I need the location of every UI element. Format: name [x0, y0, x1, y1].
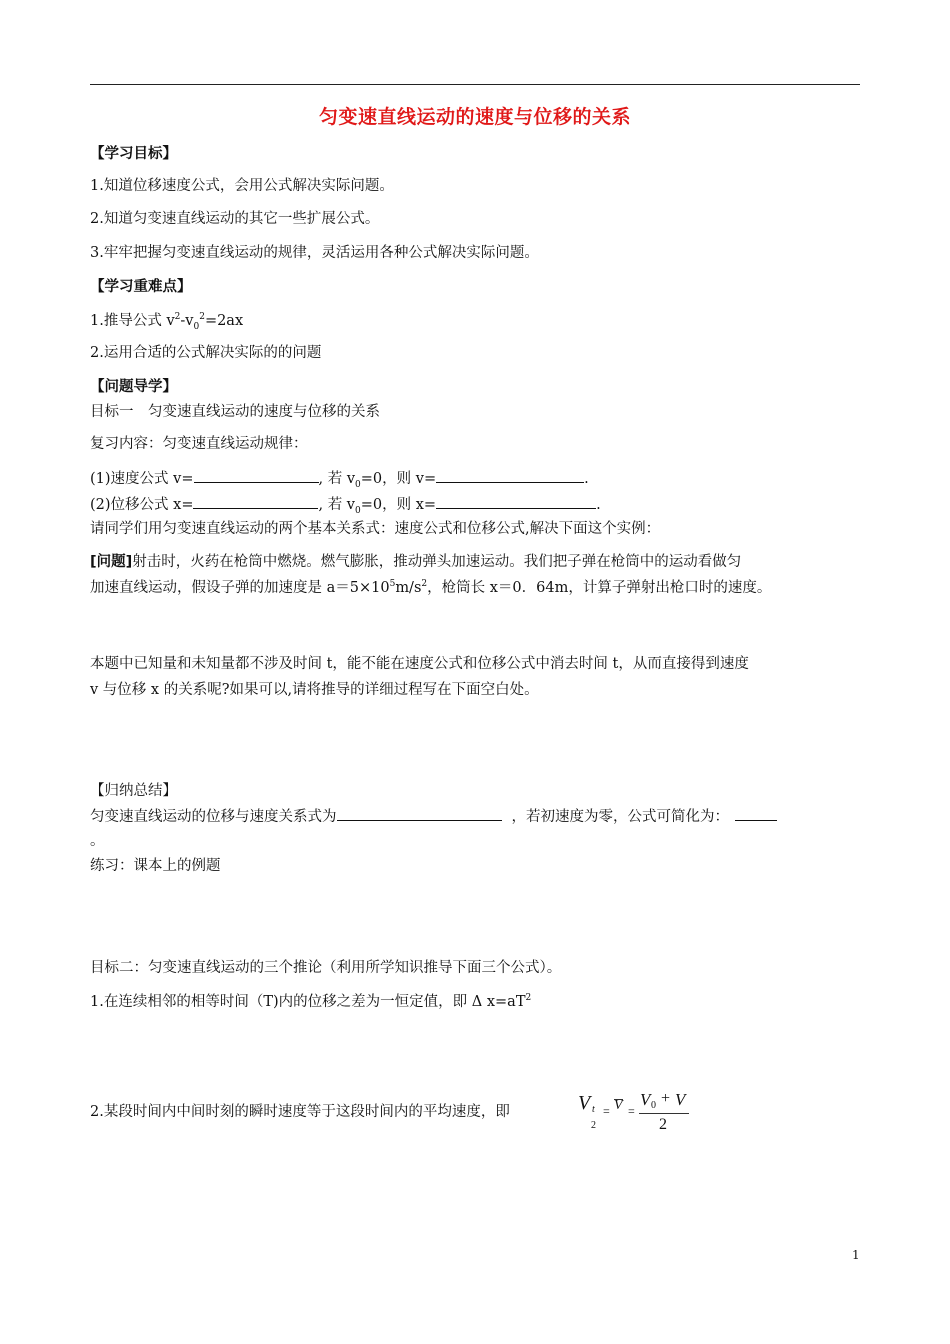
target-one-heading: 目标一 匀变速直线运动的速度与位移的关系: [90, 404, 380, 420]
summary-text: 匀变速直线运动的位移与速度关系式为: [90, 809, 337, 825]
subscript: 0: [355, 505, 361, 516]
superscript: 2: [421, 579, 428, 590]
answer-blank[interactable]: [735, 806, 777, 821]
answer-blank[interactable]: [337, 806, 502, 821]
keypoints-heading: 【学习重难点】: [90, 279, 192, 295]
row-label: (2)位移公式 x=: [90, 497, 194, 513]
inference-text: 1.在连续相邻的相等时间（T)内的位移之差为一恒定值，即 Δ x=aT: [90, 994, 526, 1010]
summary-end: 。: [90, 833, 105, 849]
instruction-text: 请同学们用匀变速直线运动的两个基本关系式：速度公式和位移公式,解决下面这个实例：: [90, 521, 661, 537]
goal-item-2: 2.知道匀变速直线运动的其它一些扩展公式。: [90, 211, 380, 227]
page-number: 1: [852, 1248, 860, 1262]
goals-heading: 【学习目标】: [90, 146, 177, 162]
review-label: 复习内容：匀变速直线运动规律：: [90, 436, 308, 452]
keypoint-item-2: 2.运用合适的公式解决实际的的问题: [90, 345, 322, 361]
problem-line-2: [90, 578, 771, 598]
summary-line: [90, 806, 777, 827]
superscript: 5: [389, 579, 396, 590]
goal-item-1: 1.知道位移速度公式，会用公式解决实际问题。: [90, 178, 394, 194]
displacement-formula-row: [90, 494, 601, 515]
answer-blank[interactable]: [436, 468, 584, 483]
answer-blank[interactable]: [194, 468, 319, 483]
row-text: =0，则 x=: [360, 497, 437, 513]
formula-symbol: V: [578, 1092, 591, 1114]
target-two-heading: 目标二：匀变速直线运动的三个推论（利用所学知识推导下面三个公式）。: [90, 960, 562, 976]
formula-symbol: 2: [591, 1120, 596, 1131]
goal-item-3: 3.牢牢把握匀变速直线运动的规律，灵活运用各种公式解决实际问题。: [90, 245, 539, 261]
problem-text: ，枪筒长 x＝0．64m，计算子弹射出枪口时的速度。: [427, 580, 772, 596]
formula-symbol: 0: [651, 1100, 656, 1111]
superscript: 2: [199, 312, 205, 323]
derive-line-2: v 与位移 x 的关系呢?如果可以,请将推导的详细过程写在下面空白处。: [90, 682, 539, 698]
inference-item-2: 2.某段时间内中间时刻的瞬时速度等于这段时间内的平均速度，即: [90, 1104, 510, 1120]
summary-text: ，若初速度为零，公式可简化为：: [511, 809, 729, 825]
problem-text: 加速直线运动，假设子弹的加速度是 a＝5×10: [90, 580, 390, 596]
derive-line-1: 本题中已知量和未知量都不涉及时间 t，能不能在速度公式和位移公式中消去时间 t，从而直接得到速度: [90, 656, 749, 672]
page-title: 匀变速直线运动的速度与位移的关系: [318, 106, 631, 128]
answer-blank[interactable]: [436, 494, 596, 509]
exercise-text: 练习：课本上的例题: [90, 858, 221, 874]
header-rule: [90, 84, 860, 85]
keypoint-item-1: [90, 311, 243, 331]
period: .: [584, 471, 589, 487]
problem-line-1: [90, 552, 741, 572]
formula-symbol: V: [675, 1090, 686, 1109]
summary-heading: 【归纳总结】: [90, 783, 177, 799]
superscript: 2: [525, 993, 532, 1004]
answer-blank[interactable]: [193, 494, 318, 509]
row-text: =0，则 v=: [360, 471, 437, 487]
row-label: (1)速度公式 v=: [90, 471, 194, 487]
formula-symbol: 2: [659, 1116, 667, 1133]
guide-heading: 【问题导学】: [90, 379, 177, 395]
velocity-formula-row: [90, 468, 589, 489]
period: .: [596, 497, 601, 513]
problem-text: m/s: [395, 580, 422, 596]
problem-tag: [问题]: [90, 554, 133, 570]
formula-symbol: +: [661, 1090, 671, 1107]
formula-symbol: V: [640, 1090, 651, 1109]
row-text: , 若 v: [318, 471, 356, 487]
subscript: 0: [355, 479, 361, 490]
formula-symbol: V: [614, 1098, 623, 1113]
inference-item-1: [90, 992, 531, 1012]
keypoint-text: =2ax: [204, 313, 244, 329]
formula-symbol: =: [603, 1104, 610, 1118]
keypoint-text: -v: [180, 313, 194, 329]
keypoint-text: 1.推导公式 v: [90, 313, 175, 329]
superscript: 2: [174, 312, 181, 323]
row-text: , 若 v: [318, 497, 356, 513]
subscript: 0: [193, 321, 200, 332]
fraction-bar: [639, 1113, 689, 1114]
formula-symbol: =: [628, 1104, 635, 1118]
problem-text: 射击时，火药在枪筒中燃烧。燃气膨胀，推动弹头加速运动。我们把子弹在枪筒中的运动看做匀: [132, 554, 742, 570]
formula-symbol: t: [592, 1104, 595, 1115]
